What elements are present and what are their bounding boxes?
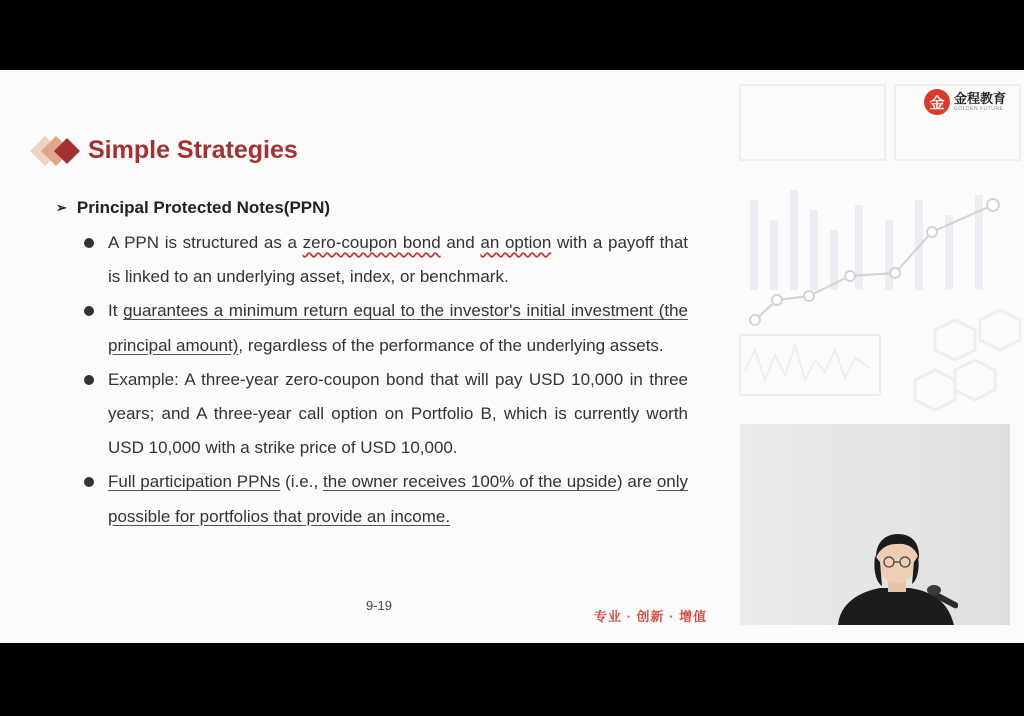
- logo-name: 金程教育: [954, 91, 1007, 106]
- arrow-bullet-icon: ➢: [56, 200, 67, 215]
- logo-subtitle: GOLDEN FUTURE: [954, 106, 1004, 112]
- annotated-text: zero-coupon bond: [302, 233, 441, 252]
- title-diamond-icon: [30, 136, 86, 166]
- bullet-list: [80, 226, 688, 534]
- slogan: 专业 · 创新 · 增值: [594, 609, 708, 624]
- bullet-item: Example: A three-year zero-coupon bond that will pay USD 10,000 in three years; and A three-year call option on Portfolio B, which is currently worth USD 10,000 with a strike price of USD 10,000.: [80, 363, 688, 466]
- annotated-text: an option: [480, 233, 552, 252]
- underlined-text: Full participation PPNs: [108, 472, 281, 492]
- section-heading: [56, 198, 330, 218]
- underlined-text: guarantees a minimum return equal to the investor's initial investment (the principal amount): [108, 301, 688, 355]
- presenter-avatar: [838, 532, 958, 625]
- section-heading-text: Principal Protected Notes(PPN): [76, 198, 331, 217]
- presenter-video: [740, 424, 1010, 625]
- bullet-item: Full participation PPNs (i.e., the owner receives 100% of the upside) are only possible for portfolios that provide an income.: [80, 465, 688, 533]
- underlined-text: only possible for portfolios that provide an income.: [108, 472, 688, 526]
- company-logo: [924, 88, 1006, 116]
- slide: [0, 70, 1024, 643]
- background-decoration: [735, 80, 1024, 435]
- logo-icon: 金: [924, 89, 950, 115]
- bullet-item: A PPN is structured as a zero-coupon bond and an option with a payoff that is linked to an underlying asset, index, or benchmark.: [80, 226, 688, 294]
- slide-title: Simple Strategies: [88, 136, 298, 164]
- underlined-text: the owner receives 100% of the upside: [323, 472, 617, 492]
- page-number: 9-19: [366, 598, 393, 613]
- bullet-item: It guarantees a minimum return equal to the investor's initial investment (the principal amount), regardless of the performance of the underlying assets.: [80, 294, 688, 362]
